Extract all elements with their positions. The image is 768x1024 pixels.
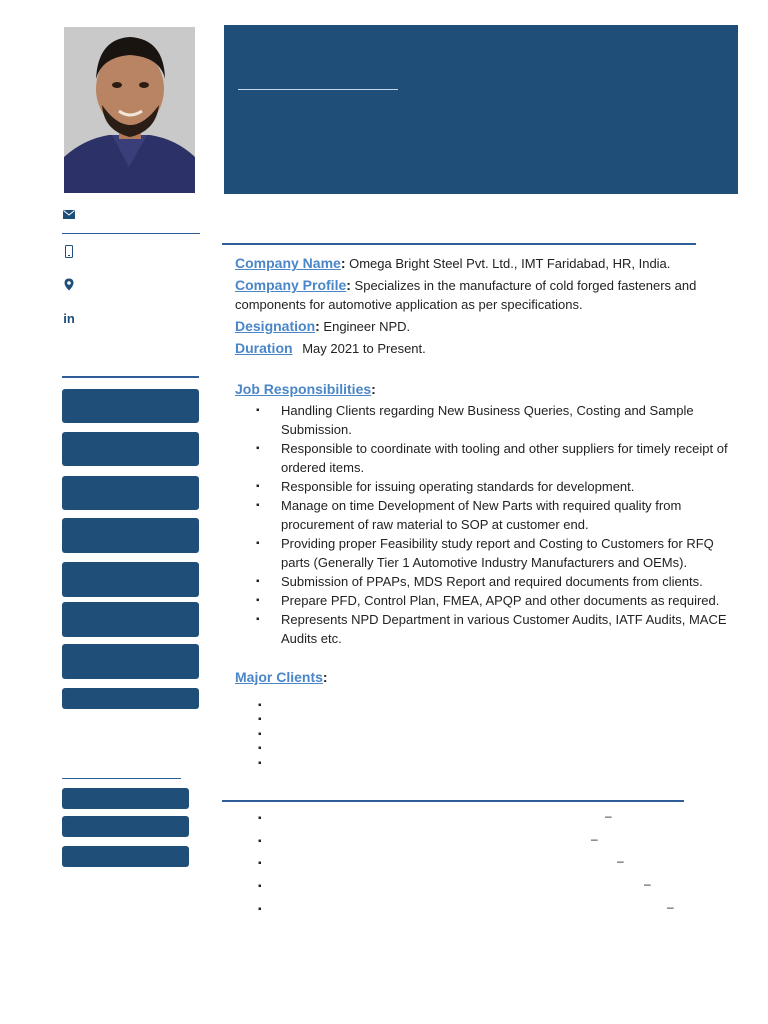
- skill-box-5: [62, 562, 199, 597]
- education-dash: –: [617, 854, 624, 868]
- skill-box-2: [62, 432, 199, 466]
- client-bullet: ▪: [258, 729, 262, 740]
- education-bullet: ▪: [258, 858, 262, 869]
- client-bullet: ▪: [258, 758, 262, 769]
- responsibilities-list: [256, 401, 738, 648]
- colon: :: [315, 318, 320, 334]
- skill-box-8: [62, 688, 199, 709]
- education-dash: –: [591, 832, 598, 846]
- linkedin-icon-text: in: [63, 310, 75, 326]
- location-icon: [62, 277, 76, 291]
- education-dash: –: [667, 900, 674, 914]
- colon: :: [340, 255, 346, 271]
- education-dash: –: [644, 877, 651, 891]
- company-name-value: Omega Bright Steel Pvt. Ltd., IMT Faridabad, HR, India.: [349, 256, 671, 271]
- company-profile-label: Company Profile: [235, 277, 347, 293]
- list-item: ▪ Represents NPD Department in various Customer Audits, IATF Audits, MACE Audits etc.: [256, 610, 738, 648]
- skill-box-3: [62, 476, 199, 510]
- duration-value: May 2021 to Present.: [302, 341, 426, 356]
- list-item: ▪ Responsible to coordinate with tooling and other suppliers for timely receipt of ordered items.: [256, 439, 738, 477]
- skill-box-4: [62, 518, 199, 553]
- email-icon: [62, 207, 76, 221]
- responsibilities-label: Job Responsibilities: [235, 381, 372, 397]
- designation-value: Engineer NPD.: [323, 319, 411, 334]
- header-divider: [238, 89, 398, 90]
- education-bullet: ▪: [258, 836, 262, 847]
- designation-line: [235, 317, 735, 336]
- contact-divider: [62, 233, 200, 234]
- header-banner: [224, 25, 738, 194]
- list-item: ▪ Prepare PFD, Control Plan, FMEA, APQP and other documents as required.: [256, 591, 738, 610]
- education-bullet: ▪: [258, 813, 262, 824]
- skill-box-1: [62, 389, 199, 423]
- experience-divider: [222, 243, 696, 245]
- language-box-1: [62, 788, 189, 809]
- skills-divider: [62, 376, 199, 378]
- languages-divider: [62, 778, 181, 779]
- education-bullet: ▪: [258, 904, 262, 915]
- company-profile-line: [235, 276, 735, 314]
- person-portrait: [64, 27, 195, 193]
- colon: :: [346, 277, 351, 293]
- clients-heading: [235, 668, 328, 687]
- company-name-label: Company Name: [235, 255, 341, 271]
- clients-label: Major Clients: [235, 669, 323, 685]
- client-bullet: ▪: [258, 700, 262, 711]
- skill-box-7: [62, 644, 199, 679]
- skill-box-6: [62, 602, 199, 637]
- profile-photo: [64, 27, 195, 193]
- linkedin-icon: [62, 311, 76, 325]
- education-bullet: ▪: [258, 881, 262, 892]
- education-divider: [222, 800, 684, 802]
- list-item: ▪ Providing proper Feasibility study report and Costing to Customers for RFQ parts (Generally Tier 1 Automotive Industry Manufacturers and OEMs).: [256, 534, 738, 572]
- education-dash: –: [605, 809, 612, 823]
- company-profile-value: Specializes in the manufacture of cold forged fasteners and components for automotive application as per specifications.: [235, 278, 697, 312]
- language-box-2: [62, 816, 189, 837]
- duration-line: [235, 339, 735, 358]
- company-name-line: [235, 254, 735, 273]
- language-box-3: [62, 846, 189, 867]
- list-item: ▪ Responsible for issuing operating standards for development.: [256, 477, 738, 496]
- client-bullet: ▪: [258, 743, 262, 754]
- client-bullet: ▪: [258, 714, 262, 725]
- duration-label: Duration: [235, 340, 293, 356]
- colon: :: [371, 381, 376, 397]
- list-item: ▪ Handling Clients regarding New Business Queries, Costing and Sample Submission.: [256, 401, 738, 439]
- list-item: ▪ Submission of PPAPs, MDS Report and required documents from clients.: [256, 572, 738, 591]
- colon: :: [322, 669, 328, 685]
- list-item: ▪ Manage on time Development of New Parts with required quality from procurement of raw material to SOP at customer end.: [256, 496, 738, 534]
- designation-label: Designation: [235, 318, 316, 334]
- phone-icon: [62, 244, 76, 258]
- responsibilities-heading: [235, 380, 376, 399]
